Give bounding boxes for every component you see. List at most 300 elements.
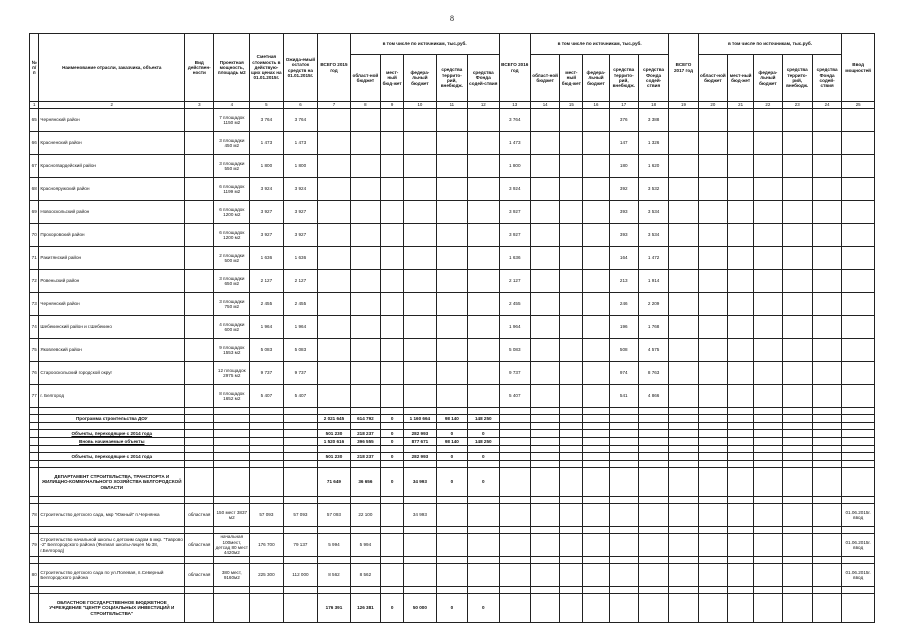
column-number: 1	[30, 102, 39, 109]
empty-cell	[499, 527, 530, 534]
empty-cell	[560, 497, 583, 504]
column-number: 9	[381, 102, 404, 109]
row-number: 68	[30, 178, 39, 201]
empty-cell	[560, 109, 583, 132]
fund-2016-cell: 1 472	[638, 247, 668, 270]
column-number: 4	[214, 102, 250, 109]
empty-cell	[436, 178, 467, 201]
empty-cell	[214, 497, 250, 504]
empty-cell	[698, 224, 727, 247]
federal-2015-cell	[404, 564, 436, 587]
empty-cell	[782, 293, 812, 316]
capacity-cell: 6 площадок 1200 м2	[214, 201, 250, 224]
column-number: 11	[436, 102, 467, 109]
header-local-2017: мест-ный бюд-жет	[728, 55, 754, 102]
kind-cell	[185, 155, 214, 178]
empty-cell	[468, 534, 499, 557]
empty-cell	[436, 293, 467, 316]
row-number: 69	[30, 201, 39, 224]
empty-cell	[530, 270, 559, 293]
table-row	[30, 339, 875, 362]
empty-cell	[782, 155, 812, 178]
capacity-cell: 380 мест, 9160м2	[214, 564, 250, 587]
empty-cell	[404, 527, 436, 534]
carry-over-row	[30, 430, 875, 438]
total-2016-cell: 3 927	[499, 201, 530, 224]
empty-cell	[318, 385, 350, 408]
empty-cell	[39, 557, 185, 564]
total-2016-cell: 1 964	[499, 316, 530, 339]
est-cost-cell: 1 964	[250, 316, 284, 339]
empty-cell	[350, 362, 380, 385]
empty-cell	[350, 224, 380, 247]
header-local-2016: мест-ный бюд-жет	[560, 55, 583, 102]
department-total: 71 649	[318, 468, 350, 497]
empty-cell	[381, 270, 404, 293]
department-territory: 0	[436, 468, 467, 497]
empty-cell	[669, 534, 698, 557]
carry-over-federal: 282 993	[404, 430, 436, 438]
empty-cell	[381, 564, 404, 587]
department-regional: 36 656	[350, 468, 380, 497]
empty-cell	[468, 564, 499, 587]
empty-cell	[350, 155, 380, 178]
empty-cell	[842, 132, 875, 155]
empty-cell	[468, 316, 499, 339]
row-number: 79	[30, 534, 39, 557]
empty-cell	[30, 557, 39, 564]
empty-cell	[669, 339, 698, 362]
fund-2016-cell: 8 763	[638, 362, 668, 385]
empty-cell	[728, 201, 754, 224]
empty-cell	[350, 527, 380, 534]
empty-cell	[404, 224, 436, 247]
empty-cell	[530, 224, 559, 247]
total-2015-cell: 5 994	[318, 534, 350, 557]
empty-cell	[560, 316, 583, 339]
empty-cell	[698, 564, 727, 587]
empty-cell	[754, 132, 782, 155]
carry-over-name: Объекты, переходящие с 2014 года	[39, 430, 185, 438]
header-row-no: № п/п	[30, 34, 39, 102]
carry-over-local-2: 0	[381, 453, 404, 461]
empty-cell	[842, 201, 875, 224]
empty-cell	[318, 247, 350, 270]
empty-cell	[436, 564, 467, 587]
empty-cell	[404, 339, 436, 362]
department-federal: 34 993	[404, 468, 436, 497]
empty-cell	[842, 224, 875, 247]
kind-cell	[185, 132, 214, 155]
empty-cell	[583, 534, 609, 557]
kind-cell	[185, 178, 214, 201]
empty-cell	[583, 224, 609, 247]
remainder-cell: 5 407	[283, 385, 318, 408]
object-name: Строительство детского сада, мкр "Южный" п.Чернянка	[39, 504, 185, 527]
empty-cell	[728, 362, 754, 385]
empty-cell	[283, 527, 318, 534]
total-2016-cell: 1 800	[499, 155, 530, 178]
empty-cell	[318, 362, 350, 385]
empty-cell	[530, 247, 559, 270]
empty-cell	[638, 504, 668, 527]
territory-2016-cell: 180	[609, 155, 638, 178]
empty-cell	[669, 497, 698, 504]
column-number: 15	[560, 102, 583, 109]
est-cost-cell: 5 083	[250, 339, 284, 362]
empty-cell	[754, 527, 782, 534]
empty-cell	[530, 316, 559, 339]
empty-cell	[436, 224, 467, 247]
empty-cell	[669, 293, 698, 316]
new-objects-name: Вновь начинаемые объекты	[39, 438, 185, 446]
district-name: Прохоровский район	[39, 224, 185, 247]
empty-cell	[842, 497, 875, 504]
empty-cell	[39, 497, 185, 504]
est-cost-cell: 1 473	[250, 132, 284, 155]
column-number: 21	[728, 102, 754, 109]
empty-cell	[728, 497, 754, 504]
empty-cell	[638, 564, 668, 587]
remainder-cell: 79 137	[283, 534, 318, 557]
empty-cell	[436, 339, 467, 362]
header-fund-2017: средства Фонда содей-ствия	[812, 55, 841, 102]
empty-cell	[669, 385, 698, 408]
empty-cell	[698, 504, 727, 527]
empty-cell	[669, 504, 698, 527]
table-row	[30, 316, 875, 339]
empty-cell	[468, 557, 499, 564]
empty-cell	[812, 527, 841, 534]
empty-cell	[214, 557, 250, 564]
remainder-cell: 9 737	[283, 362, 318, 385]
est-cost-cell: 57 093	[250, 504, 284, 527]
new-objects-local: 0	[381, 438, 404, 446]
empty-cell	[698, 155, 727, 178]
institution-fund: 0	[468, 594, 499, 623]
district-name: Старооскольский городской округ	[39, 362, 185, 385]
empty-cell	[530, 385, 559, 408]
total-2016-cell: 5 083	[499, 339, 530, 362]
empty-cell	[350, 201, 380, 224]
institution-total: 176 391	[318, 594, 350, 623]
empty-cell	[698, 109, 727, 132]
empty-cell	[728, 564, 754, 587]
program-regional: 614 792	[350, 415, 380, 423]
fund-2016-cell: 1 768	[638, 316, 668, 339]
empty-cell	[530, 362, 559, 385]
empty-cell	[404, 316, 436, 339]
empty-cell	[638, 497, 668, 504]
capacity-cell: 4 площадки 600 м2	[214, 316, 250, 339]
fund-2016-cell: 2 209	[638, 293, 668, 316]
empty-cell	[468, 339, 499, 362]
fund-2016-cell: 3 532	[638, 178, 668, 201]
territory-2016-cell: 392	[609, 178, 638, 201]
empty-cell	[436, 362, 467, 385]
carry-over-territory-2: 0	[436, 453, 467, 461]
empty-cell	[381, 293, 404, 316]
total-2016-cell: 5 407	[499, 385, 530, 408]
empty-cell	[436, 109, 467, 132]
carry-over-total-2: 501 230	[318, 453, 350, 461]
header-commissioning: Ввод мощностей	[842, 34, 875, 102]
empty-cell	[468, 247, 499, 270]
empty-cell	[318, 270, 350, 293]
empty-cell	[436, 385, 467, 408]
column-number: 23	[782, 102, 812, 109]
header-fund-2015: средства Фонда содей-ствия	[468, 55, 499, 102]
empty-cell	[583, 201, 609, 224]
empty-cell	[583, 557, 609, 564]
empty-cell	[404, 557, 436, 564]
column-number: 7	[318, 102, 350, 109]
empty-cell	[404, 385, 436, 408]
total-2015-cell: 57 093	[318, 504, 350, 527]
empty-cell	[350, 385, 380, 408]
empty-cell	[560, 247, 583, 270]
empty-cell	[669, 155, 698, 178]
empty-cell	[698, 247, 727, 270]
empty-cell	[185, 527, 214, 534]
header-kind: Вид действен-ности	[185, 34, 214, 102]
empty-cell	[350, 132, 380, 155]
empty-cell	[530, 564, 559, 587]
empty-cell	[609, 564, 638, 587]
institution-federal: 50 000	[404, 594, 436, 623]
total-2016-cell: 1 636	[499, 247, 530, 270]
kind-cell: областная	[185, 564, 214, 587]
empty-cell	[436, 534, 467, 557]
empty-cell	[728, 224, 754, 247]
empty-cell	[782, 224, 812, 247]
header-regional-2017: област-ной бюджет	[698, 55, 727, 102]
empty-cell	[698, 316, 727, 339]
empty-cell	[782, 385, 812, 408]
total-2015-cell: 8 562	[318, 564, 350, 587]
column-number: 20	[698, 102, 727, 109]
total-2016-cell: 1 473	[499, 132, 530, 155]
header-federal-2015: федера-льный бюджет	[404, 55, 436, 102]
regional-2015-cell: 8 562	[350, 564, 380, 587]
header-sources-2017: в том числе по источникам, тыс.руб.	[698, 34, 842, 55]
column-number: 25	[842, 102, 875, 109]
empty-cell	[842, 316, 875, 339]
carry-over-fund-2: 0	[468, 453, 499, 461]
empty-cell	[754, 270, 782, 293]
empty-cell	[560, 293, 583, 316]
empty-cell	[436, 247, 467, 270]
capacity-cell: 6 площадок 1199 м2	[214, 178, 250, 201]
empty-cell	[728, 339, 754, 362]
spacer-row	[30, 408, 875, 415]
empty-cell	[560, 362, 583, 385]
empty-cell	[754, 247, 782, 270]
column-number: 19	[669, 102, 698, 109]
empty-cell	[404, 497, 436, 504]
empty-cell	[350, 247, 380, 270]
empty-cell	[530, 504, 559, 527]
district-name: Красненский район	[39, 132, 185, 155]
empty-cell	[782, 247, 812, 270]
remainder-cell: 5 083	[283, 339, 318, 362]
spacer-row	[30, 461, 875, 468]
department-row	[30, 468, 875, 497]
empty-cell	[560, 534, 583, 557]
empty-cell	[728, 527, 754, 534]
empty-cell	[669, 564, 698, 587]
territory-2016-cell: 393	[609, 224, 638, 247]
empty-cell	[381, 504, 404, 527]
empty-cell	[754, 155, 782, 178]
district-rows	[30, 109, 875, 408]
empty-cell	[560, 557, 583, 564]
empty-cell	[782, 270, 812, 293]
column-number-row	[30, 102, 875, 109]
empty-cell	[381, 497, 404, 504]
kind-cell	[185, 201, 214, 224]
empty-cell	[583, 497, 609, 504]
kind-cell	[185, 339, 214, 362]
empty-cell	[530, 557, 559, 564]
est-cost-cell: 225 300	[250, 564, 284, 587]
column-number: 12	[468, 102, 499, 109]
header-regional-2015: област-ной бюджет	[350, 55, 380, 102]
empty-cell	[754, 109, 782, 132]
empty-cell	[560, 527, 583, 534]
commissioning-cell: 01.06.2015г. ввод	[842, 504, 875, 527]
fund-2016-cell: 3 388	[638, 109, 668, 132]
remainder-cell: 1 800	[283, 155, 318, 178]
empty-cell	[350, 557, 380, 564]
empty-cell	[468, 270, 499, 293]
empty-cell	[381, 385, 404, 408]
empty-cell	[530, 534, 559, 557]
territory-2016-cell: 376	[609, 109, 638, 132]
empty-cell	[436, 270, 467, 293]
empty-cell	[812, 270, 841, 293]
empty-cell	[39, 527, 185, 534]
empty-cell	[318, 224, 350, 247]
empty-cell	[530, 293, 559, 316]
fund-2016-cell: 3 534	[638, 224, 668, 247]
territory-2016-cell: 508	[609, 339, 638, 362]
row-number: 73	[30, 293, 39, 316]
program-local: 0	[381, 415, 404, 423]
object-name: Строительство детского сада по ул.Полевая, п.Северный Белгородского района	[39, 564, 185, 587]
empty-cell	[638, 557, 668, 564]
empty-cell	[812, 109, 841, 132]
empty-cell	[842, 339, 875, 362]
empty-cell	[350, 339, 380, 362]
empty-cell	[583, 293, 609, 316]
department-fund: 0	[468, 468, 499, 497]
program-fund: 148 250	[468, 415, 499, 423]
empty-cell	[812, 155, 841, 178]
header-expected-remainder: Ожида-емый остаток средств на 01.01.2015г.	[283, 34, 318, 102]
empty-cell	[812, 201, 841, 224]
empty-cell	[782, 178, 812, 201]
empty-cell	[350, 316, 380, 339]
empty-cell	[812, 316, 841, 339]
new-objects-territory: 98 140	[436, 438, 467, 446]
institution-rows	[30, 587, 875, 623]
table-row	[30, 362, 875, 385]
empty-cell	[318, 201, 350, 224]
header-total-2016: ВСЕГО 2016 год	[499, 34, 530, 102]
capacity-cell: 3 площадки 550 м2	[214, 155, 250, 178]
new-objects-regional: 396 555	[350, 438, 380, 446]
empty-cell	[381, 132, 404, 155]
capacity-cell: 12 площадок 2975 м2	[214, 362, 250, 385]
object-rows	[30, 497, 875, 587]
object-name: Строительство начальной школы с детским садом в мкр. "Таврово -2" Белгородского района (Филиал школы-лицея № 38, г.Белгород)	[39, 534, 185, 557]
empty-cell	[436, 201, 467, 224]
empty-cell	[782, 339, 812, 362]
table-row	[30, 178, 875, 201]
empty-cell	[669, 178, 698, 201]
fund-2016-cell: 3 534	[638, 201, 668, 224]
empty-cell	[669, 201, 698, 224]
kind-cell	[185, 109, 214, 132]
empty-cell	[381, 339, 404, 362]
empty-cell	[842, 527, 875, 534]
est-cost-cell: 1 800	[250, 155, 284, 178]
row-number: 74	[30, 316, 39, 339]
empty-cell	[530, 497, 559, 504]
header-sources-2015: в том числе по источникам, тыс.руб.	[350, 34, 499, 55]
carry-over-regional-2: 218 237	[350, 453, 380, 461]
territory-2016-cell: 246	[609, 293, 638, 316]
empty-cell	[728, 557, 754, 564]
empty-cell	[754, 504, 782, 527]
column-number: 18	[638, 102, 668, 109]
empty-cell	[728, 155, 754, 178]
kind-cell	[185, 293, 214, 316]
table-header	[30, 34, 875, 109]
federal-2015-cell: 34 993	[404, 504, 436, 527]
kind-cell	[185, 316, 214, 339]
empty-cell	[754, 316, 782, 339]
district-name: Чернянский район	[39, 293, 185, 316]
column-number: 24	[812, 102, 841, 109]
empty-cell	[669, 362, 698, 385]
kind-cell	[185, 247, 214, 270]
empty-cell	[728, 247, 754, 270]
remainder-cell: 2 455	[283, 293, 318, 316]
empty-cell	[728, 293, 754, 316]
empty-cell	[381, 527, 404, 534]
district-name: Краснояружский район	[39, 178, 185, 201]
empty-cell	[728, 504, 754, 527]
empty-cell	[250, 557, 284, 564]
empty-cell	[782, 534, 812, 557]
empty-cell	[583, 316, 609, 339]
empty-cell	[318, 497, 350, 504]
program-total: 2 021 645	[318, 415, 350, 423]
empty-cell	[842, 362, 875, 385]
empty-cell	[560, 564, 583, 587]
empty-cell	[436, 497, 467, 504]
empty-cell	[754, 385, 782, 408]
empty-cell	[318, 293, 350, 316]
total-2016-cell: 3 764	[499, 109, 530, 132]
fund-2016-cell: 1 326	[638, 132, 668, 155]
empty-cell	[754, 293, 782, 316]
empty-cell	[842, 385, 875, 408]
empty-cell	[436, 527, 467, 534]
kind-cell	[185, 270, 214, 293]
